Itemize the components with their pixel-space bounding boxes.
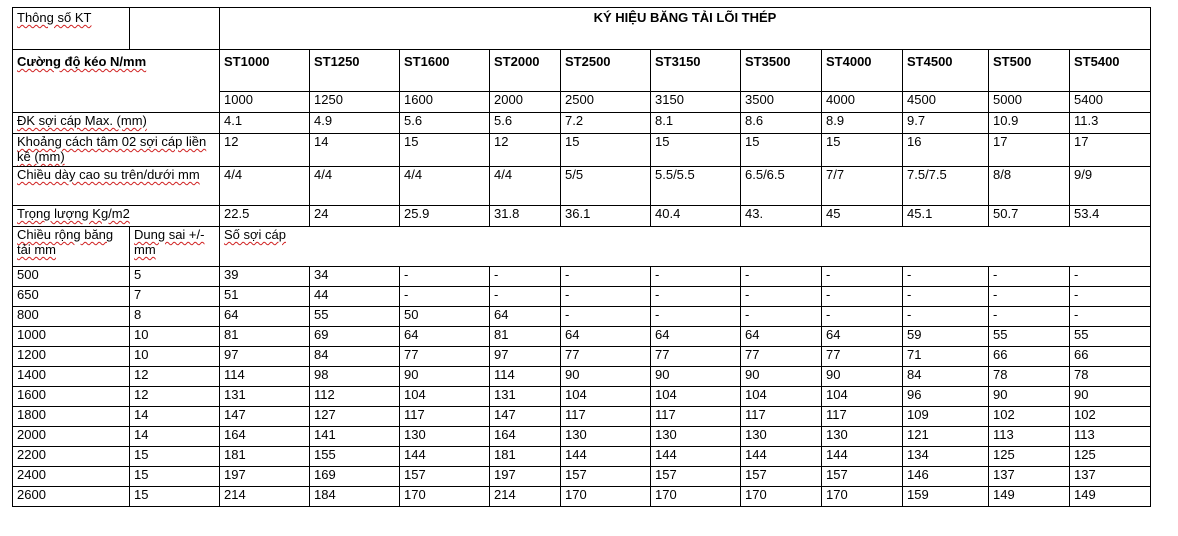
cable-count-cell: - (903, 267, 989, 287)
empty-cell (130, 8, 220, 50)
cable-count-cell: 64 (561, 327, 651, 347)
cable-count-cell: 97 (220, 347, 310, 367)
width-data-row (13, 447, 1151, 467)
belt-width-cell: 2400 (13, 467, 130, 487)
belt-code-cell: ST4500 (903, 50, 989, 92)
property-value-cell: 17 (1070, 134, 1151, 167)
steel-cord-belt-spec-table (12, 7, 1151, 507)
property-value-cell: 45.1 (903, 206, 989, 227)
cable-count-cell: 117 (561, 407, 651, 427)
cable-count-cell: 144 (400, 447, 490, 467)
cable-count-cell: 146 (903, 467, 989, 487)
cable-count-cell: 64 (822, 327, 903, 347)
cable-count-cell: - (903, 307, 989, 327)
cable-count-cell: - (822, 267, 903, 287)
property-value-cell: 8.9 (822, 113, 903, 134)
cable-count-cell: - (400, 267, 490, 287)
tensile-value-cell: 3500 (741, 92, 822, 113)
property-value-cell: 4.9 (310, 113, 400, 134)
property-value-cell: 15 (822, 134, 903, 167)
cable-count-cell: - (490, 267, 561, 287)
cable-count-cell: 197 (490, 467, 561, 487)
cable-count-cell: 197 (220, 467, 310, 487)
cable-count-cell: 113 (989, 427, 1070, 447)
cable-count-cell: 144 (822, 447, 903, 467)
cable-count-cell: 77 (741, 347, 822, 367)
belt-code-cell: ST1250 (310, 50, 400, 92)
cable-count-cell: 125 (989, 447, 1070, 467)
property-value-cell: 22.5 (220, 206, 310, 227)
cable-count-cell: 104 (400, 387, 490, 407)
cable-count-cell: - (561, 307, 651, 327)
belt-code-cell: ST5400 (1070, 50, 1151, 92)
property-label-cell (13, 167, 220, 206)
cable-count-cell: 147 (490, 407, 561, 427)
cable-count-cell: 78 (989, 367, 1070, 387)
property-value-cell: 5.6 (490, 113, 561, 134)
cable-count-cell: - (822, 307, 903, 327)
cable-count-cell: 144 (741, 447, 822, 467)
tensile-value-cell: 5400 (1070, 92, 1151, 113)
cable-count-cell: - (822, 287, 903, 307)
cable-count-label: Số sợi cáp (224, 227, 286, 242)
cable-count-cell: 104 (651, 387, 741, 407)
cable-count-cell: 157 (822, 467, 903, 487)
property-value-cell: 40.4 (651, 206, 741, 227)
tensile-value-cell: 4000 (822, 92, 903, 113)
width-data-row (13, 367, 1151, 387)
property-label: Khoảng cách tâm 02 sợi cáp liền kề (mm) (17, 134, 207, 164)
cable-count-cell: 90 (822, 367, 903, 387)
cable-count-cell: 125 (1070, 447, 1151, 467)
cable-count-cell: 69 (310, 327, 400, 347)
cable-count-cell: 157 (651, 467, 741, 487)
cable-count-cell: 78 (1070, 367, 1151, 387)
belt-code-cell: ST2000 (490, 50, 561, 92)
tensile-value-cell: 1250 (310, 92, 400, 113)
property-value-cell: 5.5/5.5 (651, 167, 741, 206)
title-cell (220, 8, 1151, 50)
property-value-cell: 14 (310, 134, 400, 167)
cable-count-cell: - (989, 267, 1070, 287)
property-value-cell: 4/4 (310, 167, 400, 206)
property-value-cell: 15 (400, 134, 490, 167)
cable-count-cell: 159 (903, 487, 989, 507)
table-title: KÝ HIỆU BĂNG TẢI LÕI THÉP (593, 10, 777, 25)
cable-count-cell: 147 (220, 407, 310, 427)
tolerance-cell: 14 (130, 407, 220, 427)
tolerance-cell: 14 (130, 427, 220, 447)
cable-count-cell: 34 (310, 267, 400, 287)
cable-count-cell: 51 (220, 287, 310, 307)
cable-count-cell: 66 (1070, 347, 1151, 367)
property-value-cell: 15 (561, 134, 651, 167)
cable-count-cell: 90 (741, 367, 822, 387)
cable-count-cell: - (1070, 267, 1151, 287)
width-data-row (13, 427, 1151, 447)
belt-width-cell: 650 (13, 287, 130, 307)
title-row (13, 8, 1151, 50)
tolerance-label: Dung sai +/-mm (134, 227, 205, 257)
cable-count-cell: 113 (1070, 427, 1151, 447)
property-value-cell: 9.7 (903, 113, 989, 134)
cable-count-cell: 55 (1070, 327, 1151, 347)
spec-label: Thông số KT (17, 10, 92, 25)
belt-width-cell: 1400 (13, 367, 130, 387)
codes-row (13, 50, 1151, 92)
property-value-cell: 7.5/7.5 (903, 167, 989, 206)
property-value-cell: 12 (220, 134, 310, 167)
cable-count-cell: 64 (220, 307, 310, 327)
property-value-cell: 7/7 (822, 167, 903, 206)
belt-code-cell: ST4000 (822, 50, 903, 92)
cable-count-cell: - (651, 287, 741, 307)
cable-count-cell: 77 (561, 347, 651, 367)
cable-count-cell: 90 (651, 367, 741, 387)
cable-count-cell: 104 (561, 387, 651, 407)
cable-count-cell: 44 (310, 287, 400, 307)
tensile-value-cell: 2500 (561, 92, 651, 113)
belt-code-cell: ST1000 (220, 50, 310, 92)
cable-count-cell: 55 (989, 327, 1070, 347)
tolerance-cell: 15 (130, 467, 220, 487)
property-label: ĐK sợi cáp Max. (mm) (17, 113, 147, 128)
property-value-cell: 4/4 (400, 167, 490, 206)
property-row (13, 113, 1151, 134)
tensile-value-cell: 3150 (651, 92, 741, 113)
width-header-row (13, 227, 1151, 267)
property-value-cell: 9/9 (1070, 167, 1151, 206)
width-data-row (13, 487, 1151, 507)
cable-count-cell: 157 (400, 467, 490, 487)
belt-width-cell: 1000 (13, 327, 130, 347)
cable-count-cell: 97 (490, 347, 561, 367)
cable-count-cell: 131 (220, 387, 310, 407)
width-data-row (13, 267, 1151, 287)
cable-count-cell: 102 (1070, 407, 1151, 427)
cable-count-cell: 98 (310, 367, 400, 387)
cable-count-cell: 117 (822, 407, 903, 427)
cable-count-cell: 170 (741, 487, 822, 507)
cable-count-cell: 130 (651, 427, 741, 447)
cable-count-cell: 141 (310, 427, 400, 447)
cable-count-cell: - (561, 267, 651, 287)
property-label-cell (13, 113, 220, 134)
tolerance-cell: 10 (130, 327, 220, 347)
width-data-row (13, 387, 1151, 407)
cable-count-cell: 164 (490, 427, 561, 447)
cable-count-cell: 137 (989, 467, 1070, 487)
property-value-cell: 5/5 (561, 167, 651, 206)
cable-count-cell: 144 (561, 447, 651, 467)
width-data-row (13, 407, 1151, 427)
property-label: Trọng lượng Kg/m2 (17, 206, 130, 221)
property-value-cell: 4/4 (490, 167, 561, 206)
cable-count-cell: 114 (220, 367, 310, 387)
cable-count-cell: 149 (1070, 487, 1151, 507)
cable-count-cell: 109 (903, 407, 989, 427)
cable-count-cell: 77 (822, 347, 903, 367)
property-row (13, 167, 1151, 206)
spec-label-cell (13, 8, 130, 50)
property-label-cell (13, 206, 220, 227)
cable-count-cell: 102 (989, 407, 1070, 427)
cable-count-cell: 104 (741, 387, 822, 407)
tensile-label: Cường độ kéo N/mm (17, 54, 147, 69)
width-label-cell (13, 227, 130, 267)
property-value-cell: 25.9 (400, 206, 490, 227)
cable-count-cell: - (1070, 287, 1151, 307)
cable-count-cell: - (400, 287, 490, 307)
cable-count-cell: 131 (490, 387, 561, 407)
cable-count-cell: 164 (220, 427, 310, 447)
cable-count-cell: 134 (903, 447, 989, 467)
cable-count-cell: 90 (400, 367, 490, 387)
tolerance-cell: 12 (130, 387, 220, 407)
cable-count-cell: - (989, 307, 1070, 327)
cable-count-cell: 84 (310, 347, 400, 367)
belt-code-cell: ST3500 (741, 50, 822, 92)
width-data-row (13, 467, 1151, 487)
property-value-cell: 4/4 (220, 167, 310, 206)
cable-count-cell: 157 (561, 467, 651, 487)
cable-count-cell: 66 (989, 347, 1070, 367)
cable-count-cell: 90 (1070, 387, 1151, 407)
tolerance-cell: 5 (130, 267, 220, 287)
property-value-cell: 5.6 (400, 113, 490, 134)
belt-width-cell: 2600 (13, 487, 130, 507)
cable-count-cell: 137 (1070, 467, 1151, 487)
cable-count-cell: - (741, 267, 822, 287)
property-value-cell: 16 (903, 134, 989, 167)
belt-code-cell: ST1600 (400, 50, 490, 92)
cable-count-cell: 104 (822, 387, 903, 407)
cable-count-cell: - (651, 267, 741, 287)
belt-width-cell: 2200 (13, 447, 130, 467)
belt-width-cell: 2000 (13, 427, 130, 447)
tolerance-cell: 10 (130, 347, 220, 367)
property-value-cell: 24 (310, 206, 400, 227)
property-value-cell: 15 (741, 134, 822, 167)
cable-count-cell: 155 (310, 447, 400, 467)
property-row (13, 134, 1151, 167)
belt-width-cell: 1600 (13, 387, 130, 407)
tolerance-cell: 15 (130, 487, 220, 507)
tolerance-cell: 8 (130, 307, 220, 327)
cable-count-cell: 170 (822, 487, 903, 507)
cable-count-cell: - (741, 307, 822, 327)
property-value-cell: 53.4 (1070, 206, 1151, 227)
cable-count-cell: 81 (220, 327, 310, 347)
property-value-cell: 31.8 (490, 206, 561, 227)
belt-code-cell: ST500 (989, 50, 1070, 92)
cable-count-cell: 144 (651, 447, 741, 467)
belt-code-cell: ST3150 (651, 50, 741, 92)
cable-count-cell: 81 (490, 327, 561, 347)
cable-count-cell: 130 (561, 427, 651, 447)
cable-count-cell: - (989, 287, 1070, 307)
cable-count-cell: 181 (220, 447, 310, 467)
width-data-row (13, 307, 1151, 327)
property-value-cell: 11.3 (1070, 113, 1151, 134)
cable-count-cell: 214 (490, 487, 561, 507)
belt-width-cell: 1800 (13, 407, 130, 427)
property-label-cell (13, 134, 220, 167)
tolerance-cell: 12 (130, 367, 220, 387)
cable-count-cell: 117 (651, 407, 741, 427)
cable-count-cell: 170 (400, 487, 490, 507)
width-label: Chiều rộng băng tải mm (17, 227, 114, 257)
cable-count-cell: 90 (561, 367, 651, 387)
property-value-cell: 8.1 (651, 113, 741, 134)
width-data-row (13, 287, 1151, 307)
tensile-label-cell (13, 50, 220, 113)
tolerance-cell: 7 (130, 287, 220, 307)
tolerance-label-cell (130, 227, 220, 267)
belt-width-cell: 800 (13, 307, 130, 327)
tensile-value-cell: 1000 (220, 92, 310, 113)
cable-count-cell: 39 (220, 267, 310, 287)
tolerance-cell: 15 (130, 447, 220, 467)
property-value-cell: 8.6 (741, 113, 822, 134)
tensile-value-cell: 4500 (903, 92, 989, 113)
cable-count-cell: 127 (310, 407, 400, 427)
cable-count-cell: 90 (989, 387, 1070, 407)
cable-count-cell: 64 (741, 327, 822, 347)
cable-count-cell: - (903, 287, 989, 307)
table-body (13, 8, 1151, 507)
cable-count-cell: 50 (400, 307, 490, 327)
cable-count-cell: 55 (310, 307, 400, 327)
property-value-cell: 6.5/6.5 (741, 167, 822, 206)
cable-count-cell: 121 (903, 427, 989, 447)
tensile-value-cell: 1600 (400, 92, 490, 113)
property-value-cell: 12 (490, 134, 561, 167)
width-data-row (13, 347, 1151, 367)
cable-count-cell: 170 (561, 487, 651, 507)
property-value-cell: 10.9 (989, 113, 1070, 134)
cable-count-cell: 59 (903, 327, 989, 347)
cable-count-cell: 184 (310, 487, 400, 507)
belt-code-cell: ST2500 (561, 50, 651, 92)
cable-count-cell: 77 (400, 347, 490, 367)
cable-count-cell: 117 (741, 407, 822, 427)
cable-count-cell: 130 (822, 427, 903, 447)
cable-count-cell: 181 (490, 447, 561, 467)
cable-count-cell: 117 (400, 407, 490, 427)
cable-count-cell: 77 (651, 347, 741, 367)
cable-count-cell: 170 (651, 487, 741, 507)
property-value-cell: 50.7 (989, 206, 1070, 227)
cable-count-cell: 64 (490, 307, 561, 327)
cable-count-cell: 112 (310, 387, 400, 407)
property-value-cell: 17 (989, 134, 1070, 167)
property-value-cell: 7.2 (561, 113, 651, 134)
cable-count-cell: 96 (903, 387, 989, 407)
cable-count-cell: 64 (400, 327, 490, 347)
property-value-cell: 45 (822, 206, 903, 227)
cable-count-cell: - (651, 307, 741, 327)
cable-count-cell: 130 (741, 427, 822, 447)
width-data-row (13, 327, 1151, 347)
cable-count-cell: - (741, 287, 822, 307)
belt-width-cell: 500 (13, 267, 130, 287)
cable-count-cell: 84 (903, 367, 989, 387)
tensile-value-cell: 5000 (989, 92, 1070, 113)
cable-count-cell: - (490, 287, 561, 307)
property-value-cell: 43. (741, 206, 822, 227)
cable-count-cell: - (1070, 307, 1151, 327)
property-label: Chiều dày cao su trên/dưới mm (17, 167, 200, 182)
cable-count-label-cell (220, 227, 1151, 267)
cable-count-cell: 157 (741, 467, 822, 487)
property-value-cell: 8/8 (989, 167, 1070, 206)
cable-count-cell: 214 (220, 487, 310, 507)
property-value-cell: 36.1 (561, 206, 651, 227)
property-value-cell: 4.1 (220, 113, 310, 134)
cable-count-cell: - (561, 287, 651, 307)
cable-count-cell: 71 (903, 347, 989, 367)
cable-count-cell: 64 (651, 327, 741, 347)
cable-count-cell: 149 (989, 487, 1070, 507)
cable-count-cell: 130 (400, 427, 490, 447)
property-row (13, 206, 1151, 227)
belt-width-cell: 1200 (13, 347, 130, 367)
property-value-cell: 15 (651, 134, 741, 167)
cable-count-cell: 169 (310, 467, 400, 487)
cable-count-cell: 114 (490, 367, 561, 387)
tensile-value-cell: 2000 (490, 92, 561, 113)
